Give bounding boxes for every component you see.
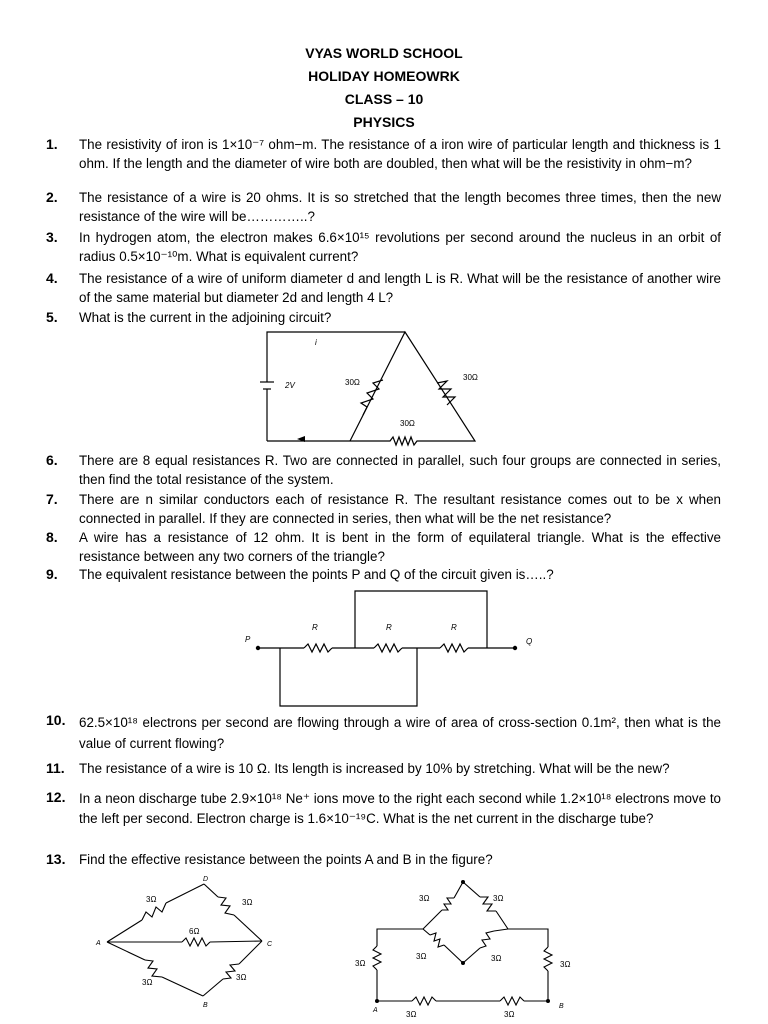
question-number: 6. [46,452,58,468]
resistor-label: 3Ω [142,978,153,987]
question-number: 4. [46,270,58,286]
resistor-label: 6Ω [189,927,200,936]
circuit-figure-q13-left [90,872,290,1012]
resistor-label: 3Ω [146,895,157,904]
terminal-a-label: A [373,1007,378,1014]
question-text: A wire has a resistance of 12 ohm. It is bent in the form of equilateral triangle. What is the effective resistance between any two corners of the triangle? [79,530,721,564]
terminal-p-label: P [245,635,251,644]
resistor-label: 3Ω [416,952,427,961]
question-text: The equivalent resistance between the points P and Q of the circuit given is…..? [79,567,554,582]
question-number: 10. [46,712,66,728]
question-text: There are n similar conductors each of resistance R. The resultant resistance comes out to be x when connected in parallel. If they are connected in series, then what will be the net resistance? [79,492,721,526]
question-number: 1. [46,136,58,152]
terminal-b-label: B [559,1003,564,1010]
node-a-label: A [96,940,101,947]
question-number: 7. [46,491,58,507]
question-text: Find the effective resistance between the points A and B in the figure? [79,852,493,867]
terminal-a-dot [375,999,379,1003]
resistor-label: 3Ω [242,898,253,907]
resistor-label: 3Ω [355,959,366,968]
node-c-label: C [267,941,273,948]
resistor-label: 3Ω [560,960,571,969]
question-number: 12. [46,789,66,805]
question-text: The resistance of a wire is 20 ohms. It is so stretched that the length becomes three times, then the new resistance of the wire will be…………..? [79,190,721,224]
resistor-label: R [451,623,457,632]
resistor-label: R [312,623,318,632]
terminal-q-label: Q [526,637,533,646]
resistor-label: 3Ω [504,1010,515,1019]
question-text: What is the current in the adjoining circuit? [79,310,332,325]
resistor-label: 30Ω [345,378,360,387]
question-text: In hydrogen atom, the electron makes 6.6×10¹⁵ revolutions per second around the nucleus in an orbit of radius 0.5×10⁻¹⁰m. What is equivalent current? [79,230,721,264]
question-number: 8. [46,529,58,545]
resistor-label: 3Ω [236,973,247,982]
question-text: In a neon discharge tube 2.9×10¹⁸ Ne⁺ ions move to the right each second while 1.2×10¹⁸ electrons move to the left per second. Electron charge is 1.6×10⁻¹⁹C. What is the net current in the discharge tube? [79,791,721,826]
resistor-label: R [386,623,392,632]
node-b-label: B [203,1002,208,1009]
circuit-figure-q5 [255,327,495,447]
question-number: 13. [46,851,66,867]
terminal-q-dot [513,646,517,650]
resistor-label: 3Ω [406,1010,417,1019]
school-name: VYAS WORLD SCHOOL [305,45,463,61]
question-text: The resistance of a wire of uniform diameter d and length L is R. What will be the resistance of another wire of the same material but diameter 2d and length 4 L? [79,271,721,305]
question-text: 62.5×10¹⁸ electrons per second are flowing through a wire of area of cross-section 0.1m², then what is the value of current flowing? [79,715,721,751]
class-label: CLASS – 10 [344,91,424,107]
resistor-label: 3Ω [419,894,430,903]
circuit-figure-q9 [240,586,540,710]
terminal-b-dot [546,999,550,1003]
question-number: 3. [46,229,58,245]
question-number: 5. [46,309,58,325]
node-top-dot [461,880,465,884]
question-text: There are 8 equal resistances R. Two are connected in parallel, such four groups are connected in series, then find the total resistance of the system. [79,453,721,487]
resistor-label: 3Ω [491,954,502,963]
current-label: i [315,338,317,347]
circuit-figure-q13-right [350,873,590,1021]
resistor-label: 3Ω [493,894,504,903]
document-title: HOLIDAY HOMEOWRK [308,68,460,84]
battery-label: 2V [285,381,295,390]
resistor-label: 30Ω [463,373,478,382]
question-number: 9. [46,566,58,582]
resistor-label: 30Ω [400,419,415,428]
question-text: The resistivity of iron is 1×10⁻⁷ ohm−m. The resistance of a iron wire of particular length and thickness is 1 ohm. If the length and the diameter of wire both are doubled, then what will be the resistivity in ohm−m? [79,137,721,171]
node-bottom-dot [461,961,465,965]
terminal-p-dot [256,646,260,650]
question-number: 11. [46,760,65,776]
subject-label: PHYSICS [353,114,415,130]
question-number: 2. [46,189,58,205]
question-text: The resistance of a wire is 10 Ω. Its length is increased by 10% by stretching. What will be the new? [79,761,670,776]
node-d-label: D [203,876,209,883]
